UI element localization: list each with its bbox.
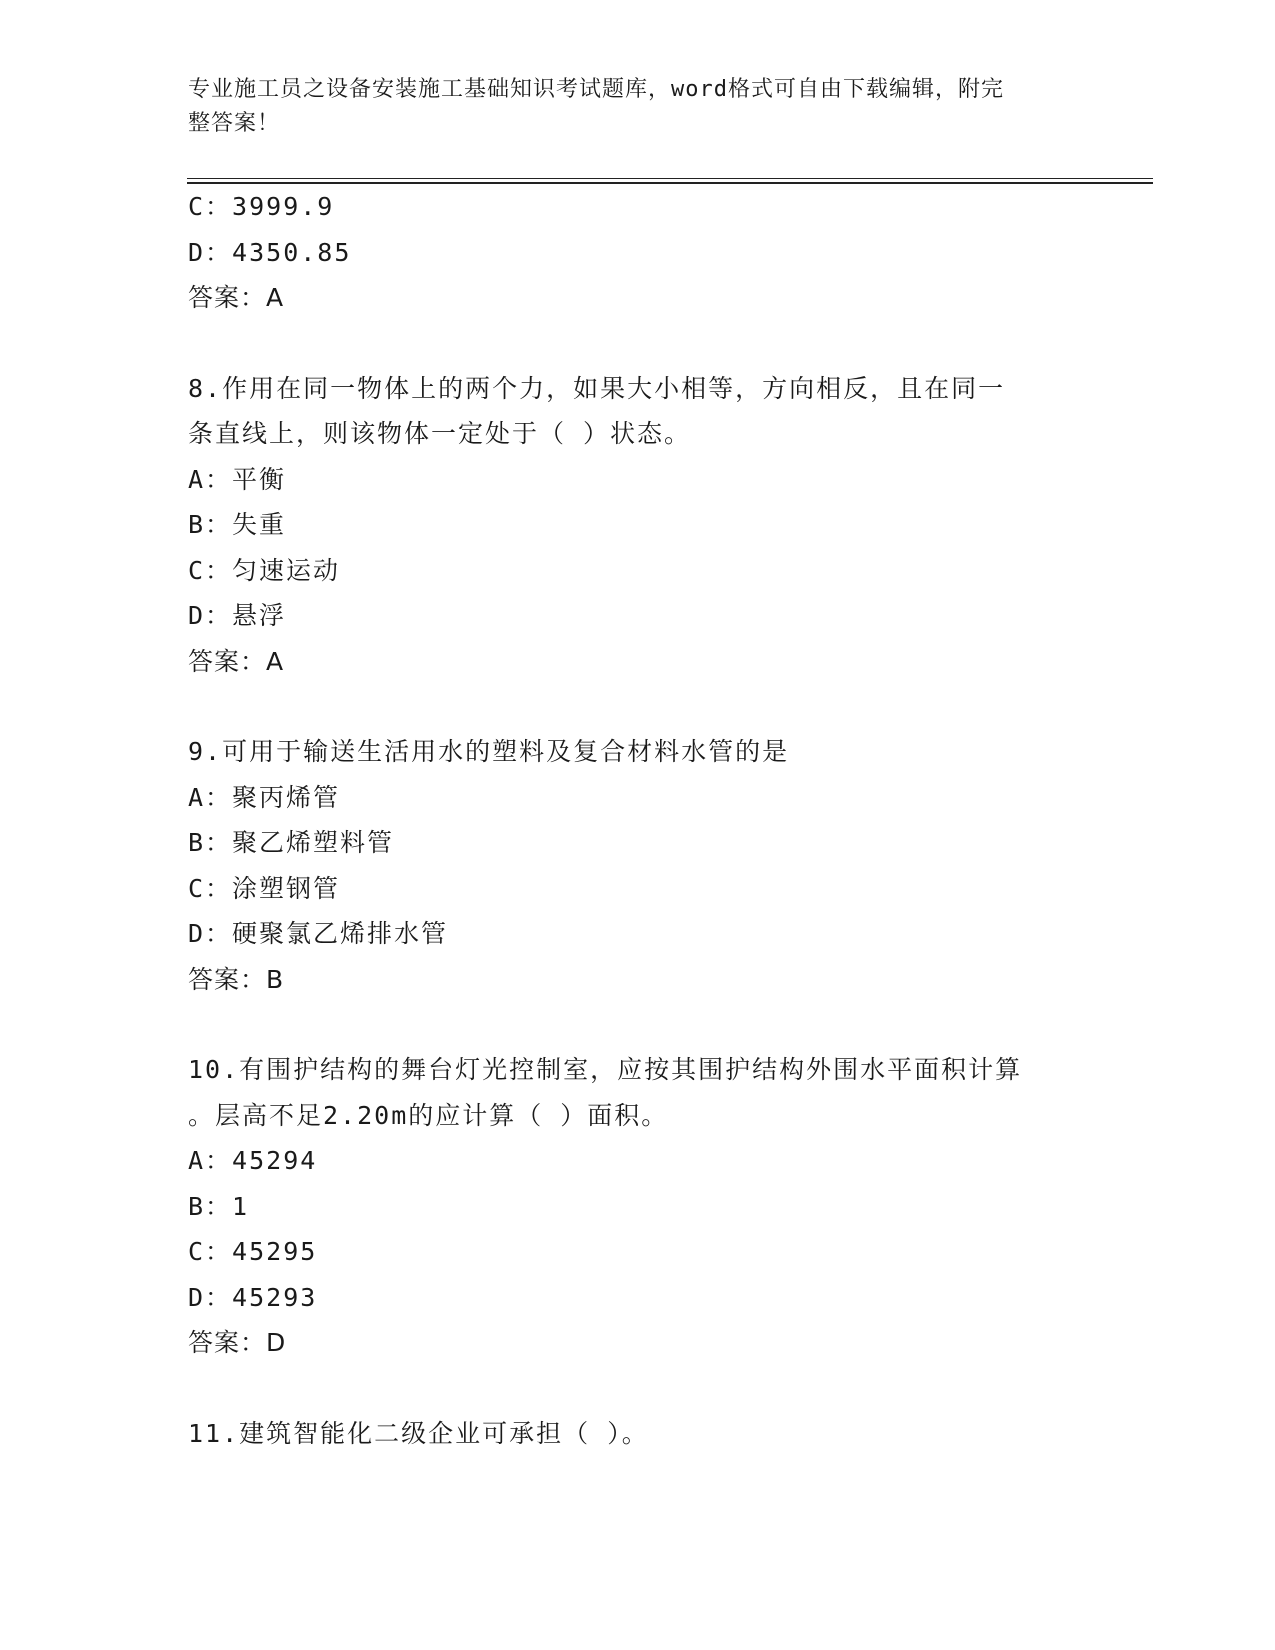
question-stem bbox=[188, 374, 1088, 450]
option-b: B：失重 bbox=[188, 510, 287, 539]
question-list bbox=[188, 192, 1088, 1464]
spacer bbox=[188, 329, 1088, 374]
option-a: A：聚丙烯管 bbox=[188, 782, 341, 812]
option-c: C：45295 bbox=[188, 1237, 318, 1266]
question-stem-line: 8.作用在同一物体上的两个力，如果大小相等，方向相反，且在同一 bbox=[188, 373, 1006, 403]
option-b: B：1 bbox=[188, 1191, 250, 1221]
answer-line: 答案：B bbox=[188, 964, 285, 994]
spacer bbox=[188, 1374, 1088, 1419]
option-d: D：硬聚氯乙烯排水管 bbox=[188, 919, 449, 948]
option-b: B：聚乙烯塑料管 bbox=[188, 828, 395, 857]
question-stem-line: 10.有围护结构的舞台灯光控制室，应按其围护结构外围水平面积计算 bbox=[188, 1055, 1023, 1084]
option-d: D：45293 bbox=[188, 1282, 318, 1312]
option-c: C：涂塑钢管 bbox=[188, 873, 341, 903]
option-c: C：匀速运动 bbox=[188, 555, 341, 585]
spacer bbox=[188, 692, 1088, 737]
spacer bbox=[188, 1010, 1088, 1055]
answer-line: 答案：A bbox=[188, 283, 285, 312]
option-d: D：悬浮 bbox=[188, 601, 287, 630]
question-stem bbox=[188, 737, 1088, 767]
question-stem-line: 11.建筑智能化二级企业可承担（ ）。 bbox=[188, 1418, 649, 1448]
header-divider-thin bbox=[187, 178, 1153, 179]
option-c: C：3999.9 bbox=[188, 192, 335, 221]
header-line-2: 整答案！ bbox=[188, 111, 281, 136]
option-a: A：45294 bbox=[188, 1146, 318, 1175]
answer-line: 答案：A bbox=[188, 646, 285, 676]
header-line-1: 专业施工员之设备安装施工基础知识考试题库，word格式可自由下载编辑，附完 bbox=[188, 77, 1004, 102]
option-d: D：4350.85 bbox=[188, 237, 352, 267]
question-stem-line: 条直线上，则该物体一定处于（ ）状态。 bbox=[188, 419, 692, 448]
document-header bbox=[188, 73, 1068, 141]
question-stem-line: 9.可用于输送生活用水的塑料及复合材料水管的是 bbox=[188, 737, 790, 766]
question-stem bbox=[188, 1055, 1088, 1131]
question-stem-line: 。层高不足2.20m的应计算（ ）面积。 bbox=[188, 1100, 669, 1130]
question-stem bbox=[188, 1419, 1088, 1449]
answer-line: 答案：D bbox=[188, 1328, 287, 1357]
header-divider-thick bbox=[187, 182, 1153, 184]
option-a: A：平衡 bbox=[188, 464, 287, 494]
